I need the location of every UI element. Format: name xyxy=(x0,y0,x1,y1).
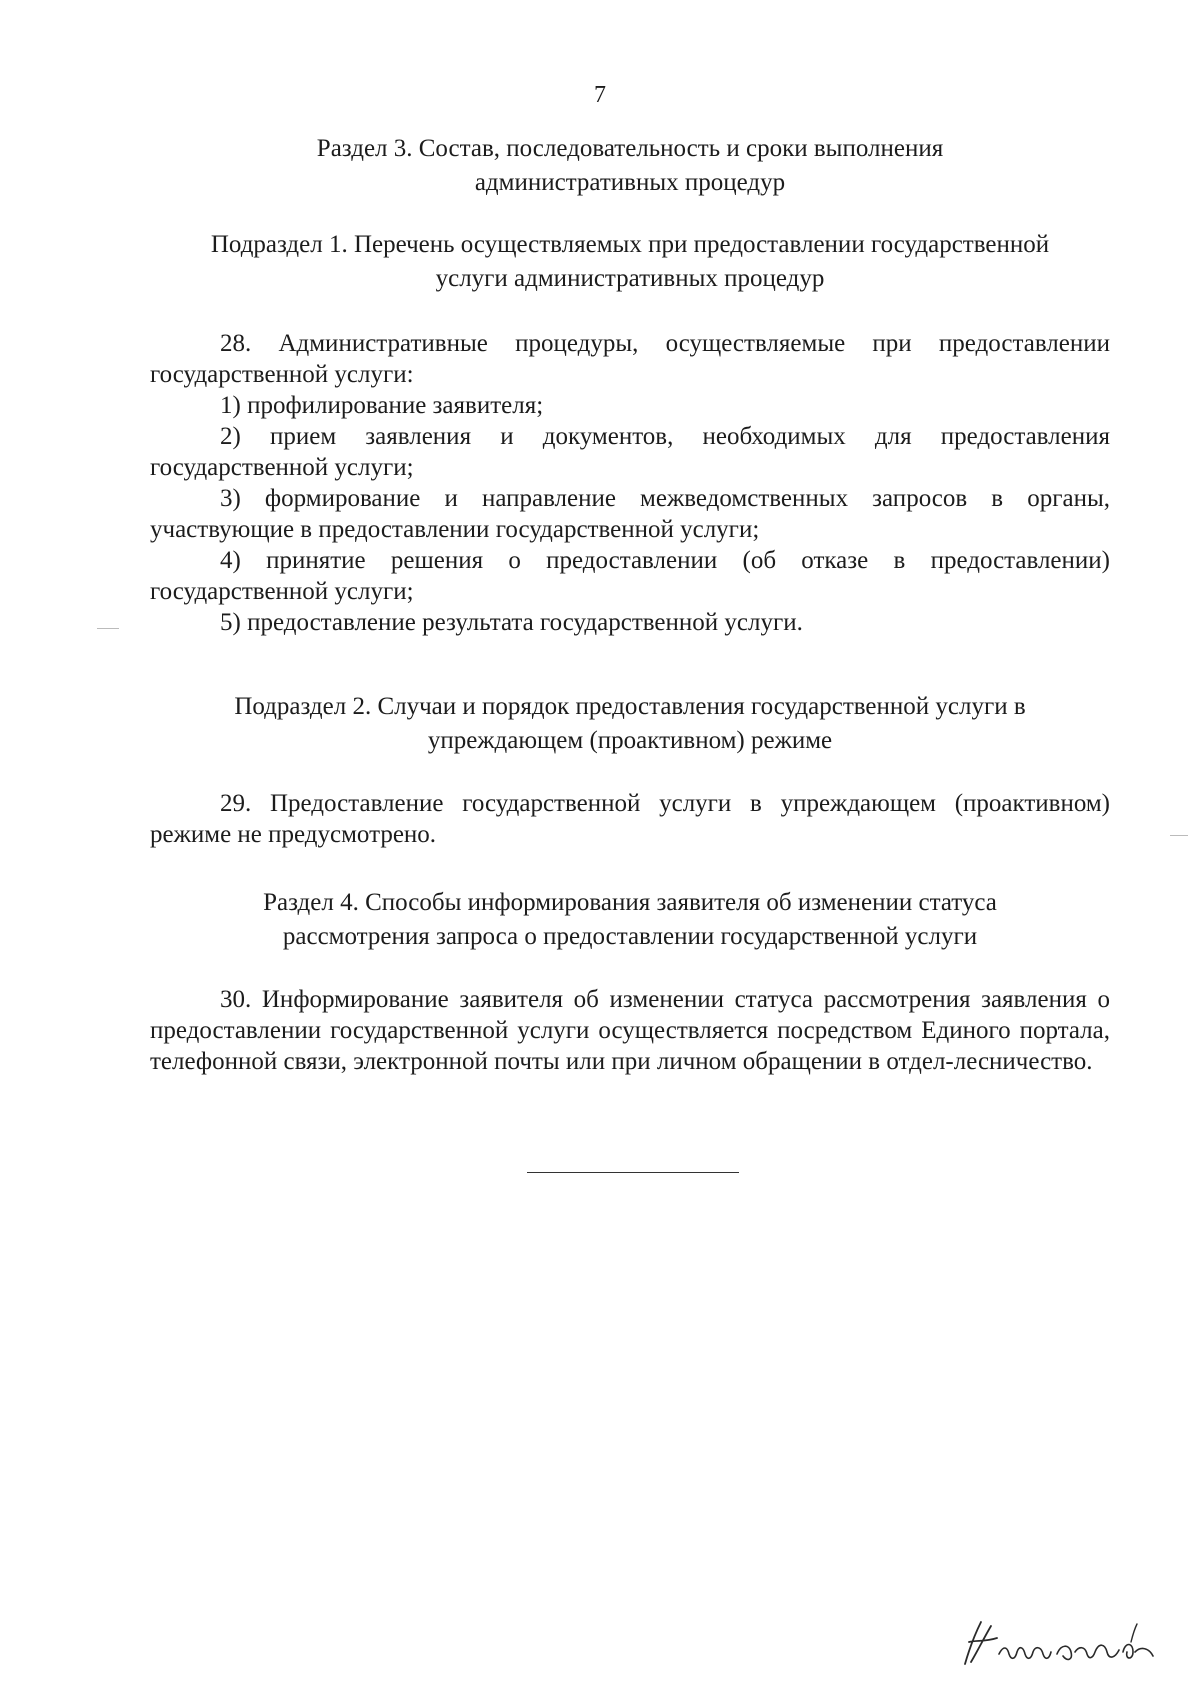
subsection-2-heading-line1: Подраздел 2. Случаи и порядок предоставления государственной услуги в xyxy=(234,693,1026,720)
page-number: 7 xyxy=(594,82,606,108)
section-4-heading-line2: рассмотрения запроса о предоставлении государственной услуги xyxy=(282,923,978,950)
subsection-2-heading-line2: упреждающем (проактивном) режиме xyxy=(427,727,833,754)
item-28-list-3: 3) формирование и направление межведомственных запросов в органы, участвующие в предоставлении государственной услуги; xyxy=(150,485,1110,543)
section-3-heading-line1: Раздел 3. Состав, последовательность и сроки выполнения xyxy=(316,135,944,162)
item-28-list-5: 5) предоставление результата государственной услуги. xyxy=(220,609,803,636)
scan-margin-mark-right xyxy=(1170,835,1188,836)
item-30-text: 30. Информирование заявителя об изменении статуса рассмотрения заявления о предоставлении государственной услуги осуществляется посредством Единого портала, телефонной связи, электронной почты или при личном обращении в отдел-лесничество. xyxy=(150,986,1110,1075)
item-28-intro: 28. Административные процедуры, осуществляемые при предоставлении государственной услуги: xyxy=(150,330,1110,388)
section-3-heading xyxy=(150,132,1110,200)
section-4-heading xyxy=(150,886,1110,954)
item-29-text: 29. Предоставление государственной услуги в упреждающем (проактивном) режиме не предусмотрено. xyxy=(150,790,1110,848)
subsection-1-heading xyxy=(150,228,1110,296)
section-3-heading-line2: административных процедур xyxy=(474,169,786,196)
subsection-1-heading-line2: услуги административных процедур xyxy=(435,265,825,292)
handwritten-signature xyxy=(955,1612,1165,1682)
section-4-heading-line1: Раздел 4. Способы информирования заявителя об изменении статуса xyxy=(263,889,997,916)
subsection-1-heading-line1: Подраздел 1. Перечень осуществляемых при предоставлении государственной xyxy=(210,231,1050,258)
item-28-list-2: 2) прием заявления и документов, необходимых для предоставления государственной услуги; xyxy=(150,423,1110,481)
closing-divider xyxy=(527,1172,739,1173)
scan-margin-mark-left xyxy=(97,628,119,629)
item-28-list-1: 1) профилирование заявителя; xyxy=(220,392,544,419)
item-28-list-4: 4) принятие решения о предоставлении (об отказе в предоставлении) государственной услуги; xyxy=(150,547,1110,605)
subsection-2-heading xyxy=(150,690,1110,758)
